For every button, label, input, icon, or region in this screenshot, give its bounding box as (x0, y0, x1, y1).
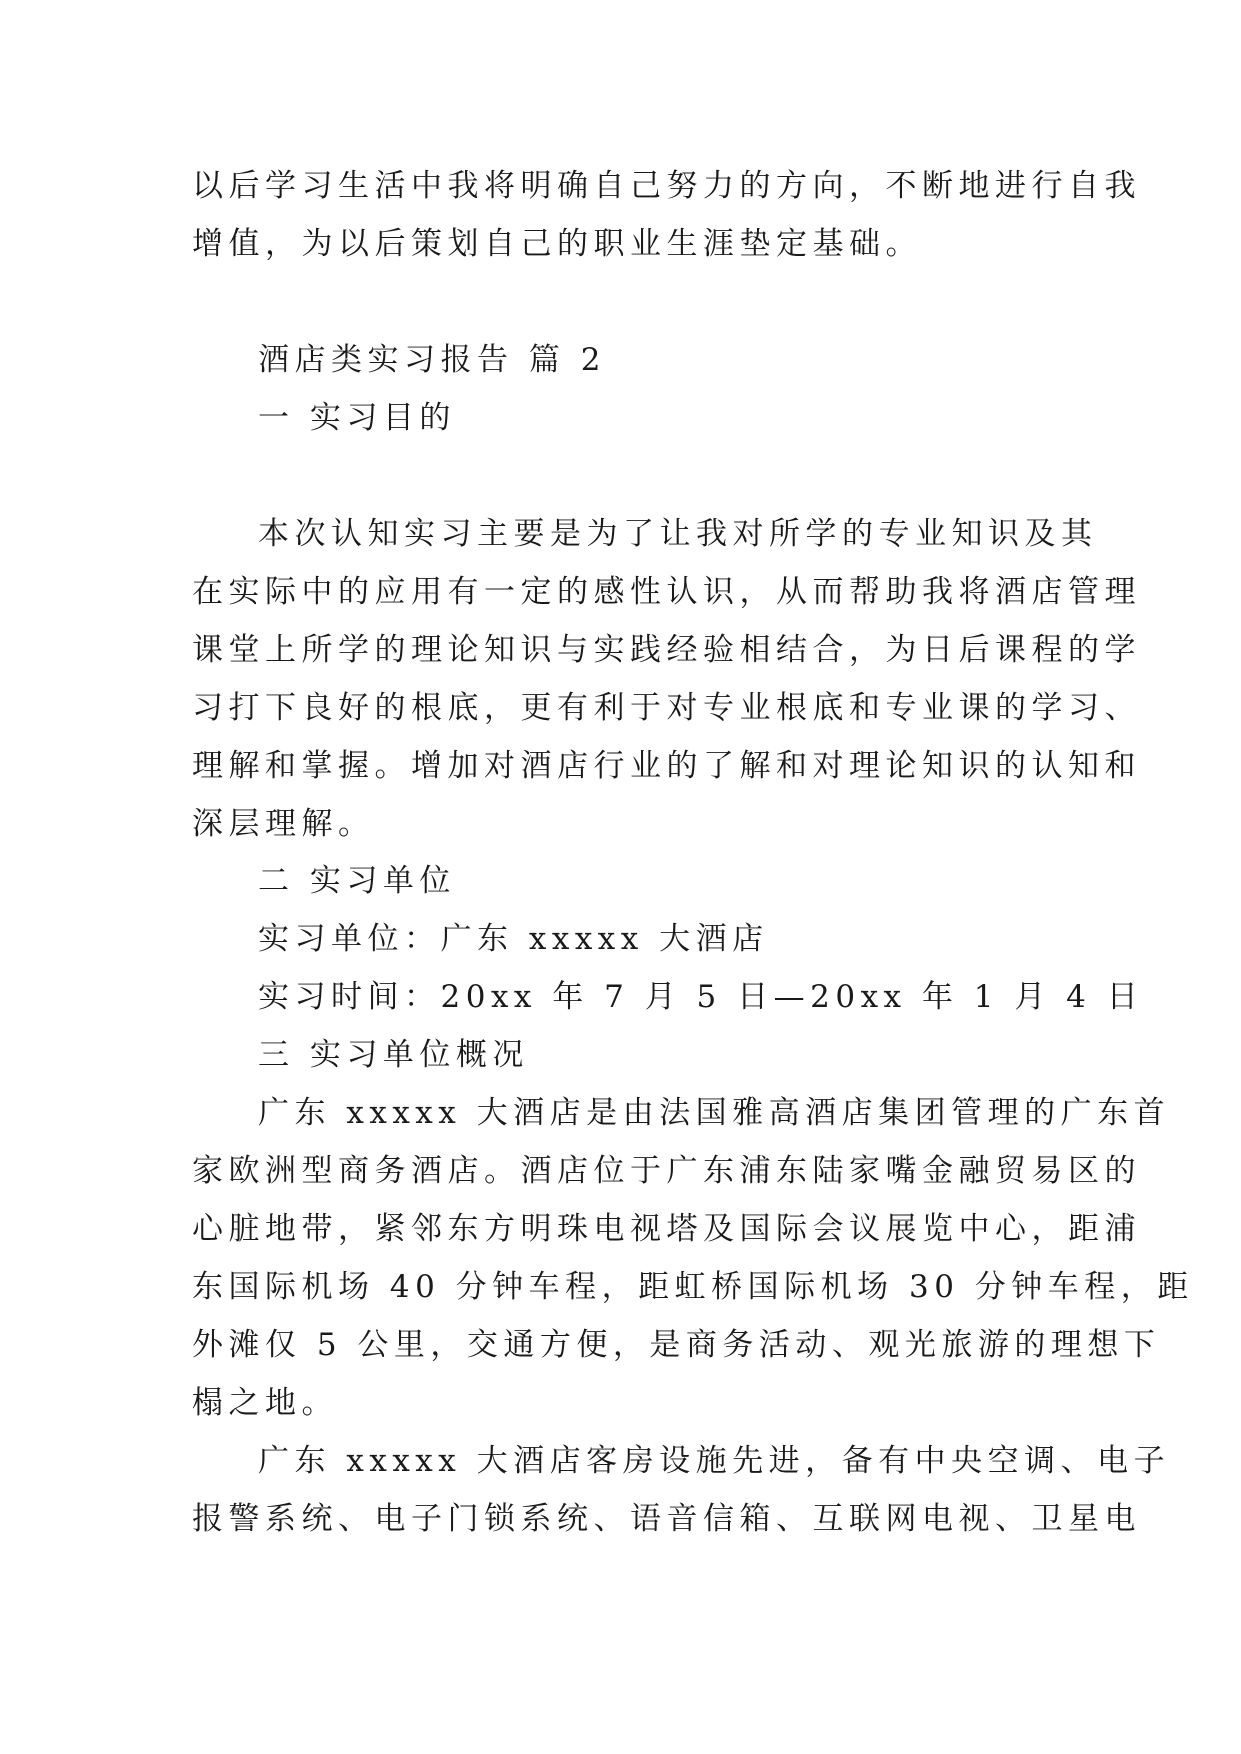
top-paragraph-line-2: 增值，为以后策划自己的职业生涯垫定基础。 (192, 226, 922, 262)
purpose-line: 在实际中的应用有一定的感性认识，从而帮助我将酒店管理 (192, 574, 1141, 610)
overview-line: 榻之地。 (192, 1385, 338, 1421)
purpose-line: 理解和掌握。增加对酒店行业的了解和对理论知识的认知和 (192, 748, 1141, 784)
unit-line: 实习单位：广东 xxxxx 大酒店 (258, 921, 769, 957)
heading-unit: 二 实习单位 (258, 863, 456, 899)
heading-purpose: 一 实习目的 (258, 400, 456, 436)
purpose-line: 本次认知实习主要是为了让我对所学的专业知识及其 (258, 516, 1098, 552)
overview-line: 家欧洲型商务酒店。酒店位于广东浦东陆家嘴金融贸易区的 (192, 1153, 1141, 1189)
overview-line: 东国际机场 40 分钟车程，距虹桥国际机场 30 分钟车程，距 (192, 1269, 1194, 1305)
purpose-paragraph (192, 505, 1141, 853)
section-heading-block (192, 331, 1054, 447)
overview-paragraph-2 (192, 1432, 1171, 1548)
top-paragraph (192, 157, 1141, 273)
purpose-line: 深层理解。 (192, 806, 375, 842)
time-line: 实习时间：20xx 年 7 月 5 日—20xx 年 1 月 4 日 (258, 979, 1144, 1015)
section-title: 酒店类实习报告 篇 2 (258, 342, 606, 378)
overview-line: 广东 xxxxx 大酒店客房设施先进，备有中央空调、电子 (258, 1443, 1171, 1479)
overview-line: 广东 xxxxx 大酒店是由法国雅高酒店集团管理的广东首 (258, 1095, 1171, 1131)
overview-line: 心脏地带，紧邻东方明珠电视塔及国际会议展览中心，距浦 (192, 1211, 1141, 1247)
unit-section (192, 852, 1144, 1084)
top-paragraph-line-1: 以后学习生活中我将明确自己努力的方向，不断地进行自我 (192, 168, 1141, 204)
purpose-line: 习打下良好的根底，更有利于对专业根底和专业课的学习、 (192, 690, 1141, 726)
heading-overview: 三 实习单位概况 (258, 1037, 529, 1073)
purpose-line: 课堂上所学的理论知识与实践经验相结合，为日后课程的学 (192, 632, 1141, 668)
overview-line: 外滩仅 5 公里，交通方便，是商务活动、观光旅游的理想下 (192, 1327, 1161, 1363)
overview-paragraph-1 (192, 1084, 1194, 1432)
overview-line: 报警系统、电子门锁系统、语音信箱、互联网电视、卫星电 (192, 1501, 1141, 1537)
